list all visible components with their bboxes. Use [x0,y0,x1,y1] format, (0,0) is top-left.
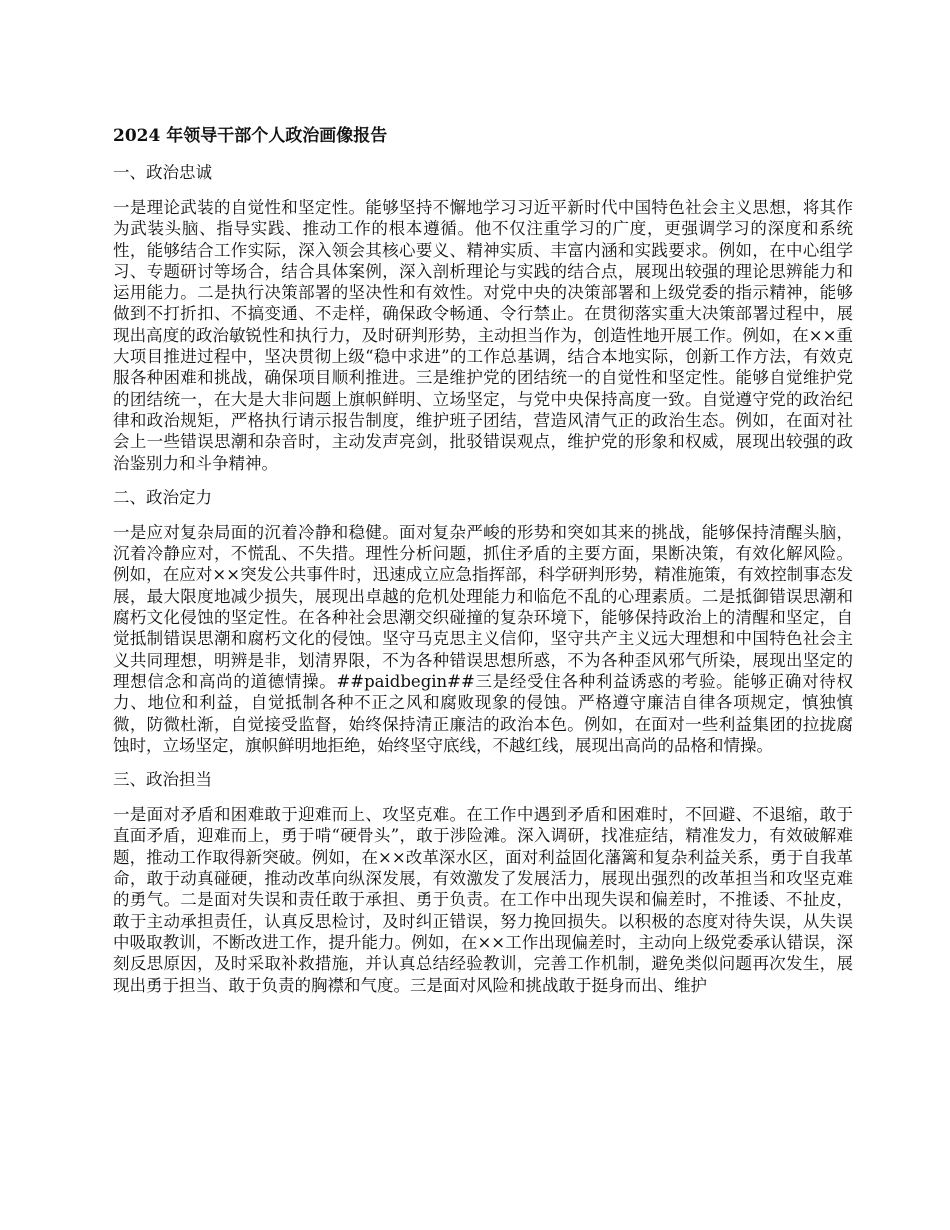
document-page [113,124,853,1009]
section-paragraph-political-steadfastness: 一是应对复杂局面的沉着冷静和稳健。面对复杂严峻的形势和突如其来的挑战，能够保持清醒头脑，沉着冷静应对，不慌乱、不失措。理性分析问题，抓住矛盾的主要方面，果断决策，有效化解风险。例如，在应对××突发公共事件时，迅速成立应急指挥部，科学研判形势，精准施策，有效控制事态发展，最大限度地减少损失，展现出卓越的危机处理能力和临危不乱的心理素质。二是抵御错误思潮和腐朽文化侵蚀的坚定性。在各种社会思潮交织碰撞的复杂环境下，能够保持政治上的清醒和坚定，自觉抵制错误思潮和腐朽文化的侵蚀。坚守马克思主义信仰，坚守共产主义远大理想和中国特色社会主义共同理想，明辨是非，划清界限，不为各种错误思想所惑，不为各种歪风邪气所染，展现出坚定的理想信念和高尚的道德情操。##paidbegin##三是经受住各种利益诱惑的考验。能够正确对待权力、地位和利益，自觉抵制各种不正之风和腐败现象的侵蚀。严格遵守廉洁自律各项规定，慎独慎微，防微杜渐，自觉接受监督，始终保持清正廉洁的政治本色。例如，在面对一些利益集团的拉拢腐蚀时，立场坚定，旗帜鲜明地拒绝，始终坚守底线，不越红线，展现出高尚的品格和情操。 [113,522,853,755]
section-heading-political-loyalty: 一、政治忠诚 [113,163,212,182]
section-heading-political-steadfastness: 二、政治定力 [113,487,212,507]
section-paragraph-political-responsibility: 一是面对矛盾和困难敢于迎难而上、攻坚克难。在工作中遇到矛盾和困难时，不回避、不退缩，敢于直面矛盾，迎难而上，勇于啃“硬骨头”，敢于涉险滩。深入调研，找准症结，精准发力，有效破解难题，推动工作取得新突破。例如，在××改革深水区，面对利益固化藩篱和复杂利益关系，勇于自我革命，敢于动真碰硬，推动改革向纵深发展，有效激发了发展活力，展现出强烈的改革担当和攻坚克难的勇气。二是面对失误和责任敢于承担、勇于负责。在工作中出现失误和偏差时，不推诿、不扯皮，敢于主动承担责任，认真反思检讨，及时纠正错误，努力挽回损失。以积极的态度对待失误，从失误中吸取教训，不断改进工作，提升能力。例如，在××工作出现偏差时，主动向上级党委承认错误，深刻反思原因，及时采取补救措施，并认真总结经验教训，完善工作机制，避免类似问题再次发生，展现出勇于担当、敢于负责的胸襟和气度。三是面对风险和挑战敢于挺身而出、维护 [113,805,853,995]
document-title: 2024 年领导干部个人政治画像报告 [113,126,388,146]
section-heading-political-responsibility: 三、政治担当 [113,770,212,790]
section-paragraph-political-loyalty: 一是理论武装的自觉性和坚定性。能够坚持不懈地学习习近平新时代中国特色社会主义思想，将其作为武装头脑、指导实践、推动工作的根本遵循。他不仅注重学习的广度，更强调学习的深度和系统性，能够结合工作实际，深入领会其核心要义、精神实质、丰富内涵和实践要求。例如，在中心组学习、专题研讨等场合，结合具体案例，深入剖析理论与实践的结合点，展现出较强的理论思辨能力和运用能力。二是执行决策部署的坚决性和有效性。对党中央的决策部署和上级党委的指示精神，能够做到不打折扣、不搞变通、不走样，确保政令畅通、令行禁止。在贯彻落实重大决策部署过程中，展现出高度的政治敏锐性和执行力，及时研判形势，主动担当作为，创造性地开展工作。例如，在××重大项目推进过程中，坚决贯彻上级“稳中求进”的工作总基调，结合本地实际，创新工作方法，有效克服各种困难和挑战，确保项目顺利推进。三是维护党的团结统一的自觉性和坚定性。能够自觉维护党的团结统一，在大是大非问题上旗帜鲜明、立场坚定，与党中央保持高度一致。自觉遵守党的政治纪律和政治规矩，严格执行请示报告制度，维护班子团结，营造风清气正的政治生态。例如，在面对社会上一些错误思潮和杂音时，主动发声亮剑，批驳错误观点，维护党的形象和权威，展现出较强的政治鉴别力和斗争精神。 [113,198,853,473]
